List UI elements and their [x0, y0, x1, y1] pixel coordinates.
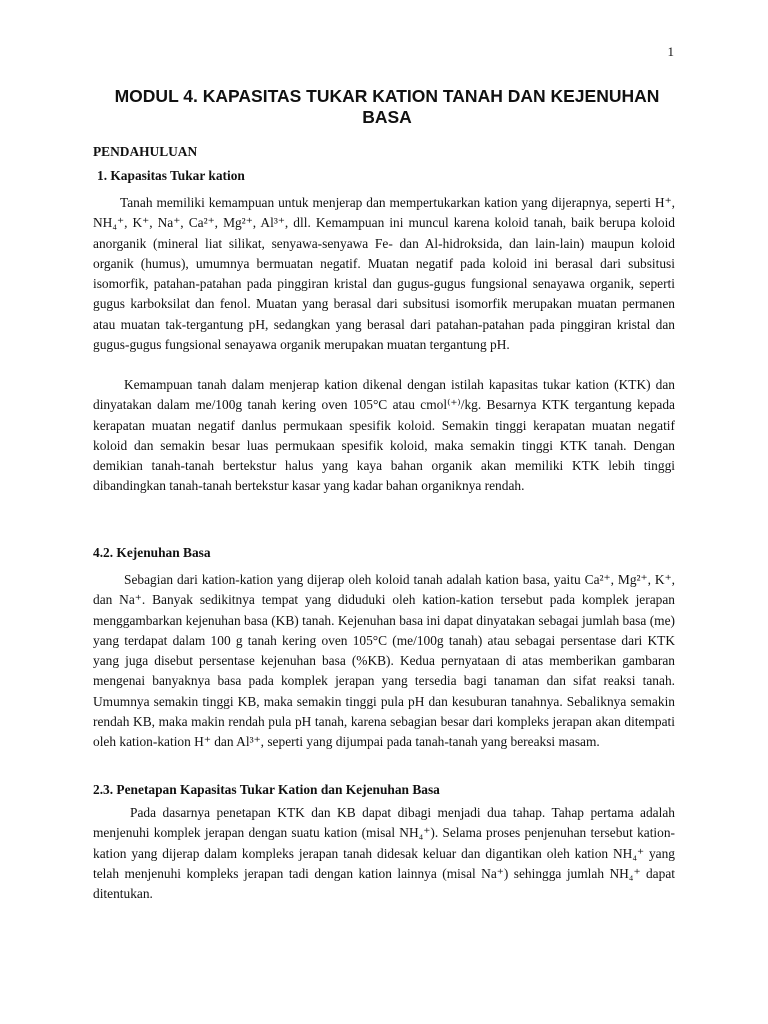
paragraph-1-text: Tanah memiliki kemampuan untuk menjerap dan mempertukarkan kation yang dijerapnya, seperti H⁺, NH₄⁺, K⁺, Na⁺, Ca²⁺, Mg²⁺, Al³⁺, dll. Kemampuan ini muncul karena koloid tanah, baik berupa koloid anorganik (mineral liat silikat, senyawa-senyawa Fe- dan Al-hidroksida, dan lain-lain) maupun koloid organik (humus), umumnya bermuatan negatif. Muatan negatif pada koloid ini berasal dari subsitusi isomorfik, patahan-patahan pada pinggiran kristal dan gugus-gugus fungsional senayawa organik, seperti gugus karboksilat dan fenol. Muatan yang berasal dari subsitusi isomorfik merupakan muatan permanen atau muatan tak-tergantung pH, sedangkan yang berasal dari patahan-patahan pada pinggiran kristal dan gugus-gugus fungsional senayawa organik merupakan muatan tergantung pH.: [93, 195, 675, 353]
paragraph-3: [93, 570, 675, 753]
paragraph-3-text: Sebagian dari kation-kation yang dijerap oleh koloid tanah adalah kation basa, yaitu Ca²⁺, Mg²⁺, K⁺, dan Na⁺. Banyak sedikitnya tempat yang diduduki oleh kation-kation tersebut pada komplek jerapan menggambarkan kejenuhan basa (KB) tanah. Kejenuhan basa ini dapat dinyatakan sebagai jumlah basa (me) yang terdapat dalam 100 g tanah kering oven 105°C (me/100g tanah) atau sebagai persentase dari KTK yang juga disebut persentase kejenuhan basa (%KB). Kedua pernyataan di atas memberikan gambaran mengenai banyaknya basa pada komplek jerapan yang tersedia bagi tanaman dan sifat reaksi tanah. Umumnya semakin tinggi KB, maka semakin tinggi pula pH dan kesuburan tanahnya. Sebaliknya semakin rendah KB, maka makin rendah pula pH tanah, karena sebagian besar dari kompleks jerapan akan ditempati oleh kation-kation H⁺ dan Al³⁺, seperti yang dijumpai pada tanah-tanah yang bereaksi masam.: [93, 572, 675, 750]
heading-kejenuhan-basa: 4.2. Kejenuhan Basa: [93, 545, 211, 560]
heading-kapasitas-tukar-kation: 1. Kapasitas Tukar kation: [97, 168, 245, 183]
paragraph-2-text: Kemampuan tanah dalam menjerap kation dikenal dengan istilah kapasitas tukar kation (KTK) dan dinyatakan dalam me/100g tanah kering oven 105°C atau cmol⁽⁺⁾/kg. Besarnya KTK tergantung kepada kerapatan muatan negatif danlus permukaan spesifik koloid. Semakin tinggi kerapatan muatan negatif koloid dan semakin besar luas permukaan spesifik koloid, maka semakin tinggi KTK tanah. Dengan demikian tanah-tanah bertekstur halus yang kaya bahan organik akan memiliki KTK lebih tinggi dibandingkan tanah-tanah bertekstur kasar yang kadar bahan organiknya rendah.: [93, 377, 675, 494]
paragraph-4: [93, 803, 675, 904]
module-title: MODUL 4. KAPASITAS TUKAR KATION TANAH DAN KEJENUHAN BASA: [114, 86, 660, 127]
paragraph-4-text: Pada dasarnya penetapan KTK dan KB dapat dibagi menjadi dua tahap. Tahap pertama adalah menjenuhi komplek jerapan dengan suatu kation (misal NH₄⁺). Selama proses penjenuhan tersebut kation-kation yang dijerap dalam kompleks jerapan tanah didesak keluar dan digantikan oleh kation NH₄⁺ yang telah menjenuhi kompleks jerapan tadi dengan kation lainnya (misal Na⁺) sehingga jumlah NH₄⁺ dapat ditentukan.: [93, 805, 675, 902]
heading-penetapan: 2.3. Penetapan Kapasitas Tukar Kation dan Kejenuhan Basa: [93, 782, 440, 797]
paragraph-1: [93, 193, 675, 355]
heading-pendahuluan: PENDAHULUAN: [93, 144, 198, 159]
paragraph-2: [93, 375, 675, 497]
page-number: 1: [667, 44, 674, 59]
